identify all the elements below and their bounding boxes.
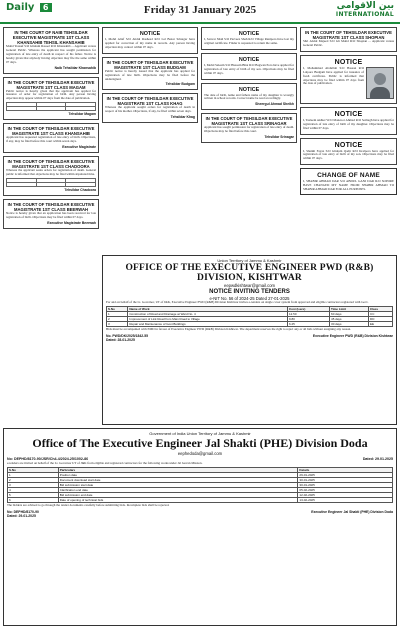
col-header: Details — [298, 467, 393, 472]
table-cell: 2 — [8, 477, 59, 482]
court-notice — [3, 123, 99, 153]
col-header: Cost (Lacs) — [288, 306, 330, 311]
notice-body: Shri Abdul Majeed S/O Gh Mohd R/O Shopian ... Applicant versus General Public. — [303, 39, 394, 47]
notice-heading: NOTICE — [238, 31, 260, 37]
table-cell: Construction of Road and Drainage at Ward No. 4 — [128, 311, 288, 316]
table-cell: Position date — [58, 472, 298, 477]
col-header: Particulars — [58, 467, 298, 472]
table-cell: 2 — [107, 316, 128, 321]
notice-body: I, Mohammad Abdullah S/O Hassan R/O Lalpora Budgam have applied for issuance of fresh certificate. Public is informed that objections may be filed within 07 days from the date of publication. — [303, 65, 364, 86]
ad-signature: Executive Engineer PWD (R&B) Division Kishtwar — [312, 333, 393, 338]
notice-heading: NOTICE — [139, 31, 161, 37]
table-cell: Document download start date — [58, 477, 298, 482]
ad-terms: Bids must be accompanied with EMD in favour of Executive Engineer PWD (R&B) Division Kishtwar. The department reserves the right to reject any or all bids without assigning any reason. — [106, 326, 352, 331]
notice-signature: Naib Tehsildar Khansahib — [54, 65, 96, 70]
ad-ut-line: Union Territory of Jammu & Kashmir — [217, 258, 282, 263]
table-cell: Date of opening of technical bids — [58, 497, 298, 502]
ad-email: eepwdkishtwar@gmail.com — [223, 283, 276, 288]
notice-body: Notice is hereby given that an application has been received for late registration of birth. Objections may be filed within 07 days. — [6, 210, 96, 219]
notice-body: Public notice is hereby issued that the applicant has applied for registration of late birth. Objections may be filed before the undersigned. — [105, 68, 195, 81]
ad-footer — [106, 334, 393, 342]
notice-signature: Sheergul Ahmad Sheikh — [255, 102, 294, 107]
ad-nit-number: No: DEPHD/8170-90/JSR/Ch4-4/2024-25/1002-86 — [7, 457, 89, 461]
public-notice — [201, 27, 297, 50]
notice-signature: Tehsildar Chadoora — [64, 187, 96, 192]
notice-signature: Tehsildar Srinagar — [264, 135, 294, 140]
notice-signature: Executive Magistrate Beerwah — [47, 220, 96, 225]
ad-date: Dated: 29-01-2025 — [7, 513, 36, 518]
tender-ad-pwd — [102, 255, 397, 425]
notice-body: I, Sarwar Shah S/O Parveez Shah R/O Village Ranipora have lost my original certificate. Finder is requested to return the same. — [204, 37, 294, 45]
ad-dated: Dated: 29.01.2025 — [362, 457, 393, 461]
table-cell: 12-02-2025 — [298, 492, 393, 497]
notice-heading: IN THE COURT OF TEHSILDAR EXECUTIVE MAGISTRATE 1ST CLASS BEERWAH — [7, 201, 95, 212]
notice-heading: IN THE COURT OF TEHSILDAR EXECUTIVE MAGISTRATE 1ST CLASS SHOPIAN — [305, 30, 392, 40]
paper-name: Daily — [6, 2, 35, 13]
notice-body: I, Sheikh Fayaz S/O Ghulam Qadir R/O Kralpora have applied for registration of late entry of birth of my son. Objections may be filed within 07 days. — [303, 148, 394, 161]
notice-heading: IN THE COURT OF TEHSILDAR EXECUTIVE MAGISTRATE 1ST CLASS SRINAGAR — [205, 116, 293, 127]
table-row — [107, 321, 393, 326]
masthead-left — [6, 2, 52, 13]
table-cell: 4 — [8, 487, 59, 492]
notice-heading: IN THE COURT OF TEHSILDAR EXECUTIVE MAGISTRATE 1ST CLASS CHADOORA — [7, 159, 95, 170]
ad-footer — [7, 510, 393, 518]
col-header: Class — [369, 306, 393, 311]
notice-body: Mohd Yousuf S/O Ghulam Rasool R/O Khansahib ... Applicant versus General Public. Whereas the applicant has sought permission for registration of late entry of death in respect of his father. Notice is hereby given that anybody having objection may file the same within 07 days. — [6, 44, 96, 64]
public-notice — [201, 53, 297, 80]
notice-signature: Tehsildar Khag — [170, 115, 195, 120]
notice-table — [6, 178, 96, 187]
court-notice — [102, 57, 198, 91]
col-header: Time Limit — [330, 306, 369, 311]
table-cell: 05-02-2025 — [298, 487, 393, 492]
court-notice — [102, 93, 198, 123]
notice-body: I, Mohd Saleem S/O Hussain Bhat R/O Bagwan Pora have applied for registration of late entry of birth of my son. Objections may be filed within 07 days. — [204, 62, 294, 75]
notice-body: Whereas the applicant sought orders for registration of death in respect of his mother. Objections, if any, be filed within seven days. — [105, 105, 195, 114]
table-cell: DD — [369, 316, 393, 321]
table-cell: 1 — [107, 311, 128, 316]
masthead — [0, 0, 400, 24]
change-of-name-notice — [300, 168, 397, 195]
col-header: S.No — [8, 467, 59, 472]
notice-heading: IN THE COURT OF TEHSILDAR EXECUTIVE MAGISTRATE 1ST CLASS KHAG — [106, 96, 194, 107]
table-cell: 1 — [8, 472, 59, 477]
ad-notice-title: NOTICE INVITING TENDERS — [209, 289, 290, 295]
notice-heading: NOTICE — [334, 141, 363, 149]
table-cell: CC — [369, 311, 393, 316]
notice-table — [6, 102, 96, 111]
ad-ut-line: Government of India Union Territory of Jammu & Kashmir — [149, 431, 251, 436]
notice-heading: IN THE COURT OF NAIB TEHSILDAR EXECUTIVE MAGISTRATE 1ST CLASS KHANSAHIB TEHSIL KHANSAHIB — [12, 30, 90, 45]
notice-body: Applicant has requested registration of late entry of birth. Objections, if any, may be filed before this court within seven days. — [6, 135, 96, 144]
page-number: 6 — [40, 3, 52, 12]
table-cell: Clarification end date — [58, 487, 298, 492]
notice-heading: NOTICE — [334, 58, 363, 66]
court-notice — [201, 113, 297, 143]
col-header: S.No — [107, 306, 128, 311]
court-notice — [300, 27, 397, 52]
notice-signature: Tehsildar Magam — [68, 112, 96, 117]
issue-date: Friday 31 January 2025 — [143, 4, 257, 16]
court-notice — [3, 77, 99, 121]
table-cell: 12.50 — [288, 311, 330, 316]
notice-body: Applicant has sought permission for registration of late entry of death. Objections may be filed before this court. — [204, 125, 294, 134]
table-cell: 9.80 — [288, 316, 330, 321]
table-cell: 30-01-2025 — [298, 477, 393, 482]
notice-body: I, Tasleem Akhter W/O Manzoor Ahmad R/O Soibugh have applied for registration of late entry of birth of my daughter. Objections may be filed within 07 days. — [303, 117, 394, 130]
ad-email: eephedoda@gmail.com — [177, 451, 223, 456]
table-cell: 6 — [8, 497, 59, 502]
ad-terms: The bidders are advised to go through the tender documents carefully before submitting bids. Incomplete bids shall be rejected. — [7, 502, 170, 507]
ad-intro: For and on behalf of the Lt. Governor, UT of J&K, Executive Engineer PWD (R&B) Division Kishtwar invites e-tenders on single cover system from approved and eligible contractors registered with Govt. — [106, 300, 369, 304]
ad-office-title: OFFICE OF THE EXECUTIVE ENGINEER PWD (R&B) DIVISION, KISHTWAR — [125, 263, 374, 283]
table-cell: Bid submission end date — [58, 492, 298, 497]
table-cell: 45 days — [330, 316, 369, 321]
masthead-right — [336, 1, 394, 18]
notice-body: The date of birth, name and fathers name of my daughter is wrongly written in school records. Correct name be read accordingly. — [204, 92, 294, 101]
ad-date: Dated: 28-01-2025 — [106, 337, 135, 342]
table-cell: Repair and Maintenance of Govt Buildings — [128, 321, 288, 326]
public-notice — [102, 27, 198, 54]
ad-office-title: Office of The Executive Engineer Jal Shakti (PHE) Division Doda — [32, 436, 368, 450]
ad-nit-number: e-NIT No. 56 of 2024-25 Dated 27-01-2025 — [209, 296, 290, 301]
public-notice — [300, 107, 397, 135]
table-cell: 3 — [107, 321, 128, 326]
table-cell: 30 days — [330, 321, 369, 326]
notice-heading: NOTICE — [334, 110, 363, 118]
notice-heading: IN THE COURT OF TEHSILDAR EXECUTIVE MAGISTRATE 1ST CLASS MAGAM — [7, 79, 95, 90]
table-cell: 13-02-2025 — [298, 497, 393, 502]
column-1 — [3, 27, 99, 427]
notice-body: I, Mohd Altaf S/O Abdul Rasheed R/O Lal Bazar Srinagar have applied for correction of my name in records. Any person having objection may contact within 07 days. — [105, 37, 195, 49]
table-cell: 60 days — [330, 311, 369, 316]
notice-body: Public notice is hereby given that the applicant has applied for issuance of order for registration of birth. Any person having objection may appear within 07 days from the date of publication. — [6, 88, 96, 101]
table-cell: Bid submission start date — [58, 482, 298, 487]
person-photo — [366, 67, 394, 99]
tender-ad-jal-shakti — [3, 428, 397, 626]
table-cell: 3 — [8, 482, 59, 487]
table-cell: 29-01-2025 — [298, 472, 393, 477]
ad-signature: Executive Engineer Jal Shakti (PHE) Division Doda — [311, 509, 393, 514]
court-notice — [3, 27, 99, 74]
notice-heading: NOTICE — [238, 56, 260, 63]
tender-table — [106, 306, 393, 327]
urdu-title: بین الاقوامی — [336, 1, 394, 11]
court-notice — [3, 199, 99, 229]
ad-ref: No. PWD/DK/2025/1842-55 — [106, 333, 149, 338]
table-cell: 5 — [8, 492, 59, 497]
notice-signature: Executive Magistrate — [62, 145, 96, 150]
public-notice — [201, 83, 297, 111]
notice-heading: IN THE COURT OF TEHSILDAR EXECUTIVE MAGISTRATE 1ST CLASS KHANSAHIB — [7, 126, 95, 137]
photo-notice — [300, 55, 397, 104]
col-header: Name of Work — [128, 306, 288, 311]
public-notice — [300, 138, 397, 166]
table-row — [8, 497, 393, 502]
change-of-name-title: CHANGE OF NAME — [317, 172, 380, 180]
table-cell: Improvement of Link Road from Main Road to Village — [128, 316, 288, 321]
notice-heading: IN THE COURT OF TEHSILDAR EXECUTIVE MAGISTRATE 1ST CLASS BUDGAM — [106, 59, 194, 70]
ad-ref: No: DEPHD/8170-90 — [7, 509, 39, 514]
table-cell: 30-01-2025 — [298, 482, 393, 487]
table-cell: EE — [369, 321, 393, 326]
schedule-table — [7, 467, 393, 503]
section-label: INTERNATIONAL — [335, 11, 394, 18]
column-2 — [102, 27, 198, 252]
notice-body: Whereas the applicant seeks orders for registration of death. General public is informed that objections may be filed within stipulated time. — [6, 168, 96, 176]
change-of-name-body: I, SHABIR AHMAD DAR S/O ABDUL GANI DAR R/O SOPORE HAVE CHANGED MY NAME FROM SHABIR AHMAD TO SHABIR AHMAD DAR FOR ALL PURPOSES. — [303, 179, 394, 192]
notice-signature: Tehsildar Budgam — [165, 82, 195, 87]
court-notice — [3, 156, 99, 196]
notice-heading: NOTICE — [238, 86, 260, 93]
ad-intro: e-tenders are invited on behalf of the Lt. Governor UT of J&K from eligible and registered contractors for the following works under Jal Jeevan Mission. — [7, 461, 203, 465]
column-3 — [201, 27, 297, 252]
table-cell: 6.25 — [288, 321, 330, 326]
